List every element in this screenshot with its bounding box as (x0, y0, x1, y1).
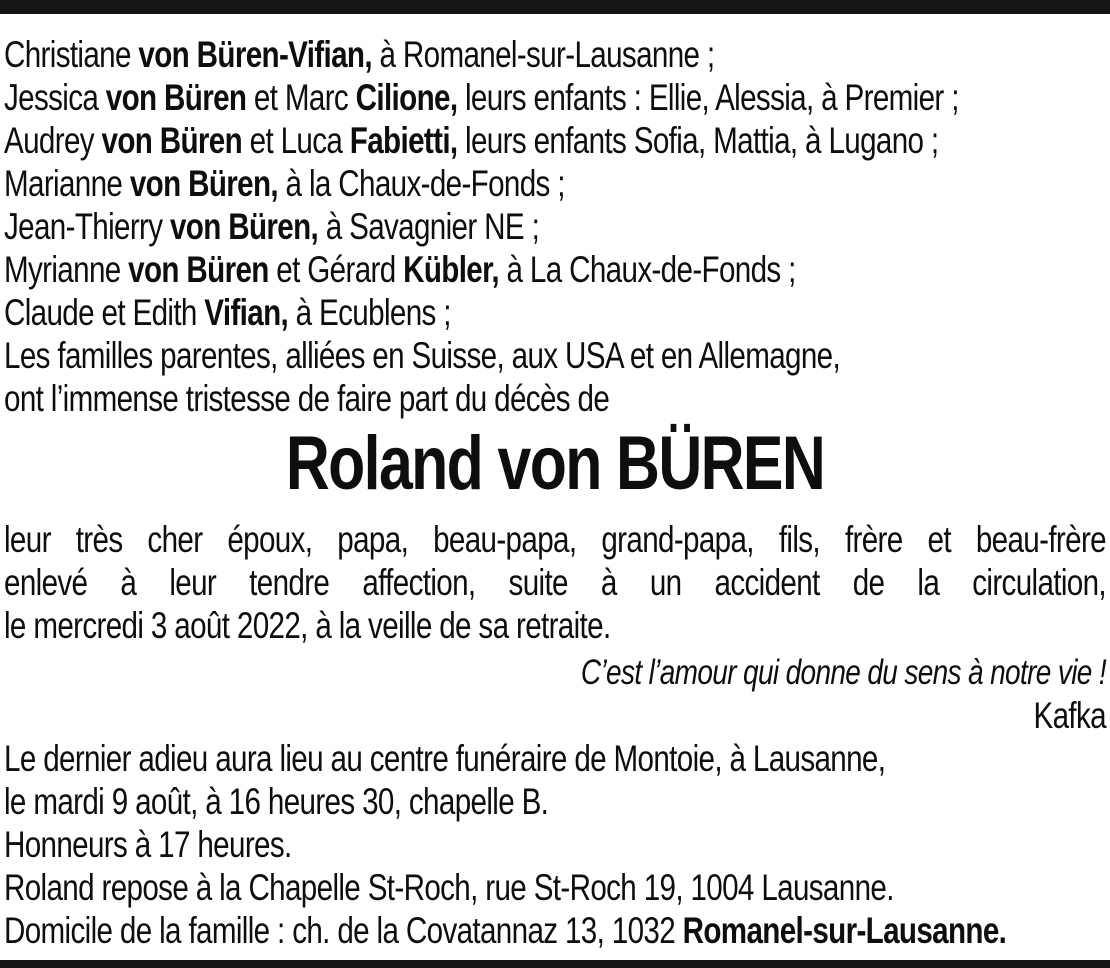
family-line-text: ont l’immense tristesse de faire part du décès de (3, 378, 610, 419)
ceremony-line-text: Honneurs à 17 heures. (3, 824, 292, 865)
family-line-text: à la Chaux-de-Fonds ; (277, 163, 565, 204)
family-line-text: à Ecublens ; (288, 292, 451, 333)
family-name: von Büren (101, 120, 243, 161)
tribute-line: leur très cher époux, papa, beau-papa, grand-papa, fils, frère et beau-frère (3, 519, 1106, 560)
ceremony-line-text: le mardi 9 août, à 16 heures 30, chapelle B. (3, 781, 549, 822)
family-line-text: à Savagnier NE ; (318, 206, 540, 247)
family-domicile-name: Romanel-sur-Lausanne. (682, 910, 1007, 951)
family-line-text: Jessica (3, 77, 106, 118)
top-rule (0, 0, 1110, 14)
family-line (4, 334, 1106, 377)
deceased-name: Roland von BÜREN (285, 421, 825, 506)
family-line-text: leurs enfants Sofia, Mattia, à Lugano ; (457, 120, 939, 161)
tribute-line: le mercredi 3 août 2022, à la veille de sa retraite. (3, 605, 611, 646)
family-line-text: et Luca (242, 120, 350, 161)
bottom-rule (0, 960, 1110, 968)
family-line (4, 76, 1106, 119)
family-line-text: et Marc (246, 77, 356, 118)
family-name: Vifian, (204, 292, 289, 333)
family-list (4, 14, 1106, 420)
tribute-line: enlevé à leur tendre affection, suite à un accident de la circulation, (3, 562, 1106, 603)
family-name: Cilione, (355, 77, 458, 118)
family-line (4, 248, 1106, 291)
family-name: von Büren, (129, 163, 278, 204)
ceremony-line (4, 737, 1106, 780)
family-line-text: Jean-Thierry (3, 206, 170, 247)
notice-content (0, 14, 1110, 952)
family-name: Fabietti, (349, 120, 458, 161)
family-line-text: à La Chaux-de-Fonds ; (498, 249, 796, 290)
ceremony-line-text: Le dernier adieu aura lieu au centre funéraire de Montoie, à Lausanne, (3, 738, 886, 779)
tribute-paragraph (4, 518, 1106, 647)
ceremony-line (4, 823, 1106, 866)
family-line (4, 33, 1106, 76)
quote-text: C’est l’amour qui donne du sens à notre vie ! (580, 653, 1106, 692)
family-line-text: Myrianne (3, 249, 129, 290)
ceremony-line-text: Roland repose à la Chapelle St-Roch, rue St-Roch 19, 1004 Lausanne. (3, 867, 894, 908)
family-line-text: Les familles parentes, alliées en Suisse, aux USA et en Allemagne, (3, 335, 841, 376)
family-name: Kübler, (403, 249, 499, 290)
family-name: von Büren-Vifian, (138, 34, 372, 75)
ceremony-details (4, 737, 1106, 952)
family-name: von Büren (105, 77, 247, 118)
ceremony-line (4, 780, 1106, 823)
ceremony-line (4, 909, 1106, 952)
family-line (4, 119, 1106, 162)
family-line (4, 205, 1106, 248)
family-name: von Büren (128, 249, 269, 290)
family-name: von Büren, (169, 206, 319, 247)
family-line-text: à Romanel-sur-Lausanne ; (371, 34, 715, 75)
family-line-text: leurs enfants : Ellie, Alessia, à Premier ; (457, 77, 959, 118)
ceremony-line (4, 866, 1106, 909)
ceremony-line-text: Domicile de la famille : ch. de la Covatannaz 13, 1032 (3, 910, 683, 951)
family-line (4, 291, 1106, 334)
family-line-text: Audrey (3, 120, 102, 161)
family-line-text: Christiane (3, 34, 139, 75)
family-line (4, 162, 1106, 205)
quote-author: Kafka (1033, 695, 1106, 736)
family-line (4, 377, 1106, 420)
family-line-text: et Gérard (268, 249, 404, 290)
family-line-text: Claude et Edith (3, 292, 205, 333)
family-line-text: Marianne (3, 163, 130, 204)
quote-block (4, 651, 1106, 737)
